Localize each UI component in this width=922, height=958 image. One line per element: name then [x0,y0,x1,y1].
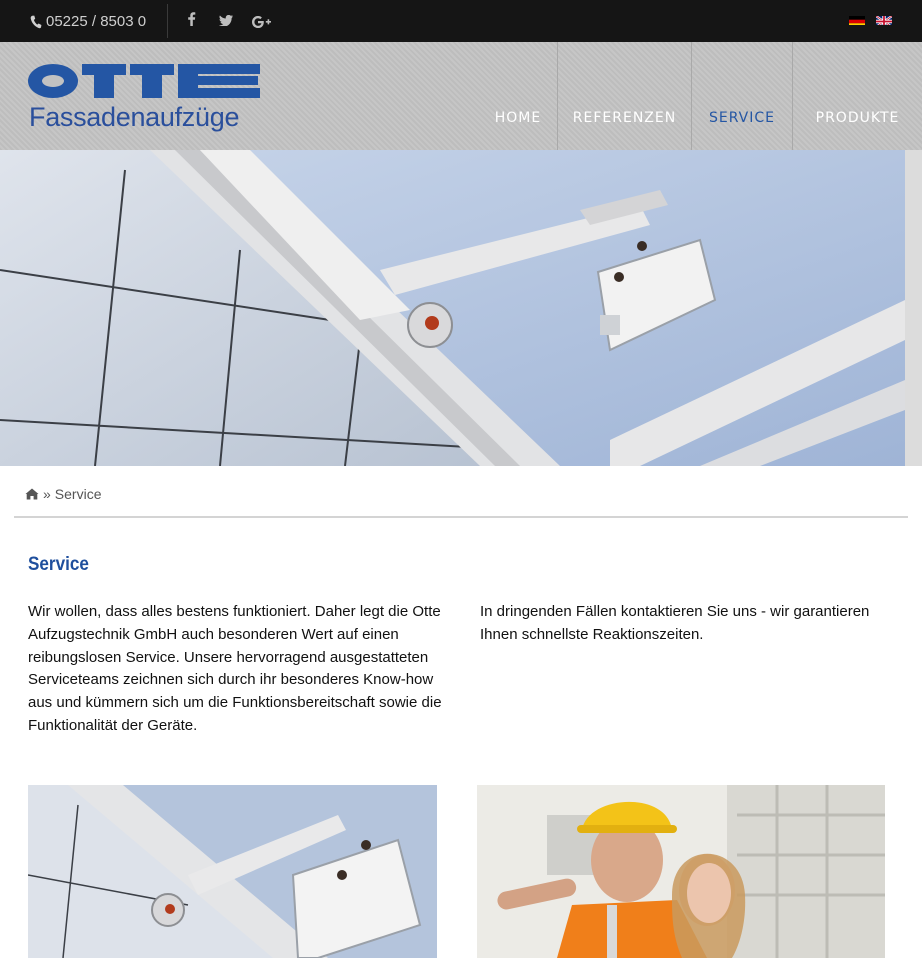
language-de[interactable] [849,14,865,25]
construction-workers-photo [477,785,885,958]
service-description: Wir wollen, dass alles bestens funktioniert. Daher legt die Otte Aufzugstechnik GmbH auch besonderen Wert auf einen reibungslosen Service. Unsere hervorragend ausgestatteten Serviceteams zeichnen sich durch ihr besonderes Know-how aus und kümmern sich um die Funktionsbereitschaft sowie die Funktionalität der Geräte. [28,603,442,734]
facebook-icon [187,12,196,26]
site-header [0,42,922,150]
topbar-divider [167,4,168,38]
nav-referenzen[interactable]: REFERENZEN [557,42,691,150]
hero-scrollbar[interactable] [905,150,922,466]
urgent-contact-text: In dringenden Fällen kontaktieren Sie uns - wir garantieren Ihnen schnellste Reaktionszeiten. [480,603,870,643]
otte-logo-wordmark [28,62,260,100]
german-flag-icon [849,16,865,25]
nav-home[interactable]: HOME [494,110,542,126]
google-plus-icon [252,16,271,28]
twitter-link[interactable] [219,15,233,26]
google-plus-link[interactable] [252,16,271,28]
phone-text: 05225 / 8503 0 [46,13,147,30]
breadcrumb-divider [14,516,908,518]
main-nav [479,42,922,150]
phone-number[interactable] [30,13,146,30]
uk-flag-icon [876,16,892,25]
top-bar [0,0,922,42]
page-title: Service [28,554,89,575]
service-photo-lift [28,785,437,958]
facebook-link[interactable] [187,12,196,26]
facade-lift-photo [0,150,905,466]
logo-subtitle: Fassadenaufzüge [29,102,240,132]
breadcrumb [25,486,101,502]
home-icon[interactable] [25,488,39,500]
twitter-icon [219,15,233,26]
nav-produkte[interactable]: PRODUKTE [792,42,922,150]
nav-service[interactable]: SERVICE [691,42,792,150]
hero-image [0,150,905,466]
breadcrumb-current: Service [54,486,102,502]
service-photo-workers [477,785,885,958]
phone-icon [30,15,42,29]
facade-lift-photo-small [28,785,437,958]
language-en[interactable] [876,14,892,25]
company-logo[interactable] [28,62,262,134]
breadcrumb-separator: » [43,486,51,502]
